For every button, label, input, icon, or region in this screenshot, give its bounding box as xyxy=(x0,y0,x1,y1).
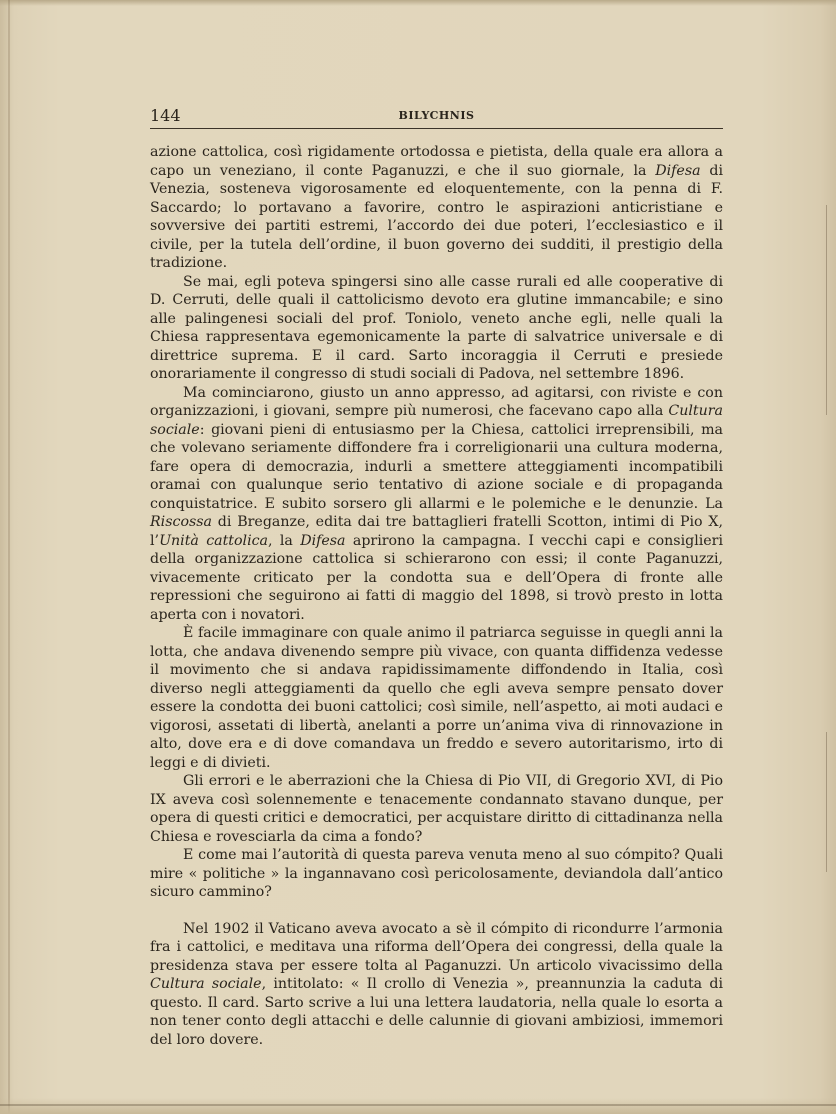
paragraph-2 xyxy=(150,273,723,384)
text-run: aprirono la campagna. I vecchi capi e consiglieri della organizzazione cattolica si schierarono con essi; il conte Paganuzzi, vivacemente criticato per la condotta sua e dell’Opera di fronte alle repressioni che seguirono ai fatti di maggio del 1898, si trovò presto in lotta aperta con i novatori. xyxy=(150,532,723,623)
margin-rule-upper xyxy=(826,205,827,415)
text-run: Se mai, egli poteva spingersi sino alle casse rurali ed alle cooperative di D. Cerruti, delle quali il cattolicismo devoto era glutine immancabile; e sino alle palingenesi sociali del prof. Toniolo, veneto anche egli, nelle quali la Chiesa rappresentava egemonicamente la parte di salvatrice universale e di direttrice suprema. E il card. Sarto incoraggia il Cerruti e presiede onorariamente il congresso di studi sociali di Padova, nel settembre 1896. xyxy=(150,273,723,382)
text-run: Gli errori e le aberrazioni che la Chiesa di Pio VII, di Gregorio XVI, di Pio IX aveva così solennemente e tenacemente condannato stavano dunque, per opera di questi critici e democratici, per acquistare diritto di cittadinanza nella Chiesa e rovesciarla da cima a fondo? xyxy=(150,773,723,845)
margin-rule-lower xyxy=(826,732,827,872)
page-top-edge xyxy=(0,0,836,6)
text-run: , intitolato: « Il crollo di Venezia », preannunzia la caduta di questo. Il card. Sarto scrive a lui una lettera laudatoria, nella quale lo esorta a non tener conto degli attacchi e delle calunnie di giovani ambiziosi, immemori del loro dovere. xyxy=(150,976,723,1048)
text-run: È facile immaginare con quale animo il patriarca seguisse in quegli anni la lotta, che andava divenendo sempre più vivace, con quanta diffidenza vedesse il movimento che si andava rapidissimamente diffondendo in Italia, così diverso negli atteggiamenti da quello che egli aveva sempre pensato dover essere la condotta dei buoni cattolici; così simile, nell’aspetto, ai moti audaci e vigorosi, assetati di libertà, anelanti a porre un’anima viva di rinnovazione in alto, dove era e di dove comandava un freddo e severo autoritarismo, irto di leggi e di divieti. xyxy=(150,625,723,771)
paragraph-3 xyxy=(150,384,723,625)
text-run: Ma cominciarono, giusto un anno appresso, ad agitarsi, con riviste e con organizzazioni, i giovani, sempre più numerosi, che facevano capo alla xyxy=(150,384,723,419)
page-bottom-edge xyxy=(0,1098,836,1114)
page-fold-line xyxy=(8,0,10,1114)
text-run: : giovani pieni di entusiasmo per la Chiesa, cattolici irreprensibili, ma che volevano seriamente diffondere fra i correligionarii una cultura moderna, fare opera di democrazia, indurli a smettere atteggiamenti incompatibili oramai con qualunque serio tentativo di azione sociale e di propaganda conquistatrice. E subito sorsero gli allarmi e le polemiche e le denunzie. La xyxy=(150,421,723,512)
italic-title: Difesa xyxy=(300,532,346,549)
paragraph-1 xyxy=(150,143,723,273)
text-run: di Breganze, edita dai tre battaglieri fratelli Scotton, intimi di Pio X, l’ xyxy=(150,514,723,549)
text-run: di Venezia, sosteneva vigorosamente ed eloquentemente, con la penna di F. Saccardo; lo portavano a favorire, contro le aspirazioni anticristiane e sovversive dei partiti estremi, l’accordo dei due poteri, l’ecclesiastico e il civile, per la tutela dell’ordine, il buon governo dei sudditi, il prestigio della tradizione. xyxy=(150,162,723,271)
italic-title: Cultura sociale xyxy=(150,403,723,438)
text-run: E come mai l’autorità di questa pareva venuta meno al suo cómpito? Quali mire « politiche » la ingannavano così pericolosamente, deviandola dall’antico sicuro cammino? xyxy=(150,847,723,900)
italic-title: Unità cattolica xyxy=(159,532,269,549)
italic-title: Riscossa xyxy=(150,514,213,530)
page-number: 144 xyxy=(150,106,181,125)
text-run: , la xyxy=(268,532,301,549)
running-title: BILYCHNIS xyxy=(398,109,475,122)
page-bottom-line xyxy=(0,1104,836,1106)
text-run: azione cattolica, così rigidamente ortodossa e pietista, della quale era allora a capo un veneziano, il conte Paganuzzi, e che il suo giornale, la xyxy=(150,144,723,179)
paragraph-5 xyxy=(150,772,723,846)
article-body xyxy=(150,143,723,1049)
italic-title: Difesa xyxy=(655,162,701,179)
paragraph-6 xyxy=(150,846,723,902)
page-header xyxy=(150,104,723,129)
italic-title: Cultura sociale xyxy=(150,976,262,992)
paragraph-4 xyxy=(150,624,723,772)
text-run: Nel 1902 il Vaticano aveva avocato a sè il cómpito di ricondurre l’armonia fra i cattolici, e meditava una riforma dell’Opera dei congressi, della quale la presidenza stava per essere tolta al Paganuzzi. Un articolo vivacissimo della xyxy=(150,920,723,974)
paragraph-7 xyxy=(150,920,723,1050)
